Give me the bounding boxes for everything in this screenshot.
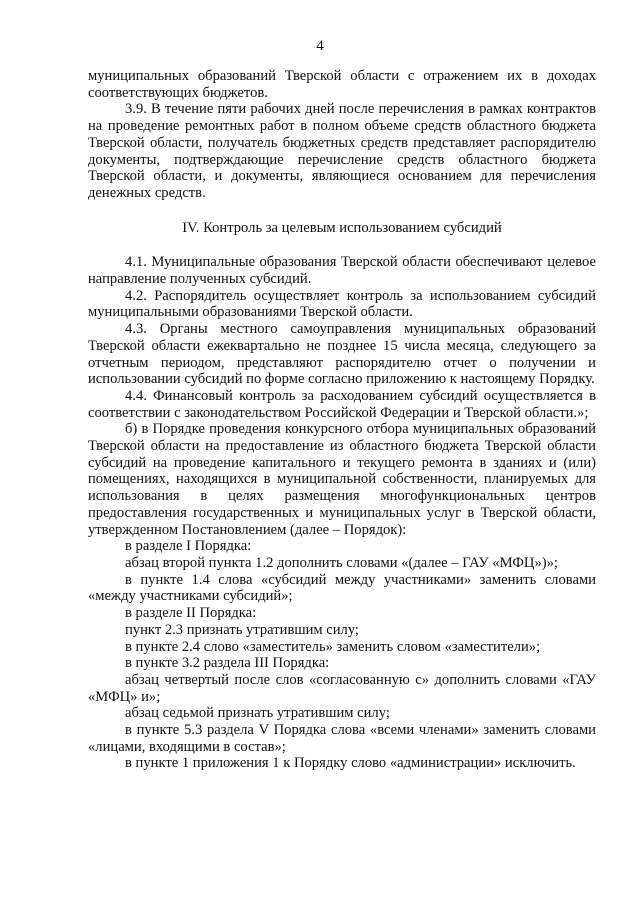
paragraph-4-4: 4.4. Финансовый контроль за расходованием субсидий осуществляется в соответствии с законодательством Российской Федерации и Тверской области.»;	[88, 387, 596, 421]
paragraph-5-3: в пункте 5.3 раздела V Порядка слова «всеми членами» заменить словами «лицами, входящими в состав»;	[88, 722, 596, 755]
paragraph-4-3: 4.3. Органы местного самоуправления муниципальных образований Тверской области ежеквартально не позднее 15 числа месяца, следующего за отчетным периодом, представляют распорядителю отчет о получении и использовании субсидий по форме согласно приложению к настоящему Порядку.	[88, 321, 596, 388]
paragraph-4-2: 4.2. Распорядитель осуществляет контроль за использованием субсидий муниципальными образованиями Тверской области.	[88, 287, 596, 321]
paragraph-1-2: абзац второй пункта 1.2 дополнить словами «(далее – ГАУ «МФЦ»)»;	[125, 554, 558, 571]
document-body	[88, 68, 596, 772]
paragraph-section-ii: в разделе II Порядка:	[125, 605, 257, 622]
paragraph-section-i: в разделе I Порядка:	[125, 538, 252, 555]
paragraph-abzac-4: абзац четвертый после слов «согласованную с» дополнить словами «ГАУ «МФЦ» и»;	[88, 671, 596, 705]
paragraph-continuation: муниципальных образований Тверской области с отражением их в доходах соответствующих бюджетов.	[88, 68, 596, 101]
paragraph-3-9: 3.9. В течение пяти рабочих дней после перечисления в рамках контрактов на проведение ремонтных работ в полном объеме средств областного бюджета Тверской области, получатель бюджетных средств представляет распорядителю документы, подтверждающие перечисление средств областного бюджета Тверской области, и документы, являющиеся основанием для перечисления денежных средств.	[88, 101, 596, 201]
section-heading-iv: IV. Контроль за целевым использованием субсидий	[182, 219, 502, 236]
paragraph-abzac-7: абзац седьмой признать утратившим силу;	[125, 705, 390, 722]
paragraph-3-2: в пункте 3.2 раздела III Порядка:	[125, 655, 330, 672]
paragraph-appendix-1: в пункте 1 приложения 1 к Порядку слово «администрации» исключить.	[125, 755, 576, 772]
paragraph-b: б) в Порядке проведения конкурсного отбора муниципальных образований Тверской области на предоставление из областного бюджета Тверской области субсидий на проведение капитального и текущего ремонта в зданиях и (или) помещениях, находящихся в муниципальной собственности, планируемых для использования в целях размещения многофункциональных центров предоставления государственных и муниципальных услуг в Тверской области, утвержденном Постановлением (далее – Порядок):	[88, 421, 596, 538]
paragraph-4-1: 4.1. Муниципальные образования Тверской области обеспечивают целевое направление полученных субсидий.	[88, 254, 596, 288]
page-number: 4	[316, 38, 324, 54]
paragraph-2-3: пункт 2.3 признать утратившим силу;	[125, 621, 359, 638]
paragraph-2-4: в пункте 2.4 слово «заместитель» заменить словом «заместители»;	[125, 638, 541, 655]
paragraph-1-4: в пункте 1.4 слова «субсидий между участниками» заменить словами «между участниками субсидий»;	[88, 571, 596, 605]
